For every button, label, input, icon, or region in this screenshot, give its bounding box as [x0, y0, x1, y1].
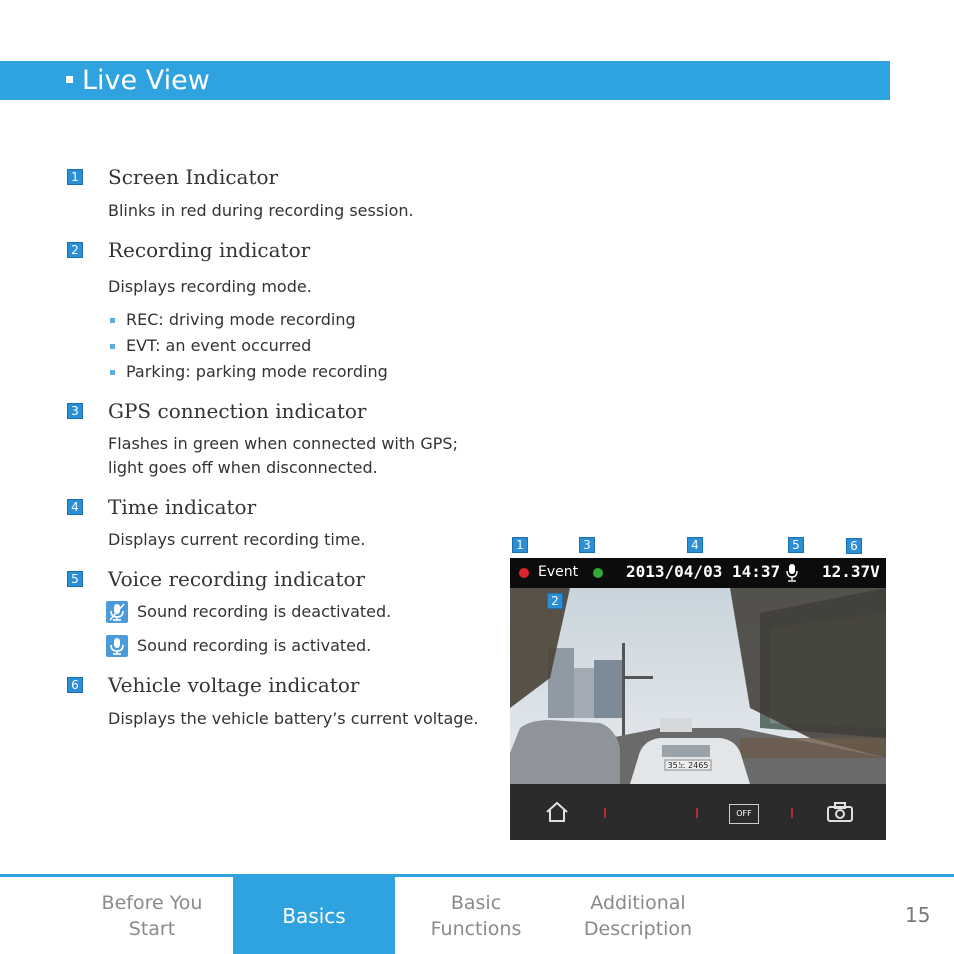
item-5-title: Voice recording indicator — [108, 567, 366, 591]
tab-label-line2: Description — [583, 917, 693, 940]
voice-on-text: Sound recording is activated. — [137, 636, 372, 655]
item-2-bullet-rec: REC: driving mode recording — [126, 310, 356, 329]
mic-off-icon — [106, 601, 128, 623]
bullet-icon — [110, 344, 115, 349]
item-3-badge: 3 — [67, 403, 83, 419]
recording-dot-icon — [519, 568, 529, 578]
callout-3-badge: 3 — [579, 537, 595, 553]
item-3-desc-line1: Flashes in green when connected with GPS; — [108, 434, 458, 453]
off-button[interactable]: OFF — [729, 804, 759, 824]
callout-2-badge: 2 — [547, 593, 563, 609]
bullet-icon — [110, 370, 115, 375]
camera-icon[interactable] — [826, 801, 854, 827]
tab-additional-description[interactable] — [558, 877, 718, 954]
item-6-title: Vehicle voltage indicator — [108, 673, 360, 697]
tab-label-line1: Basic — [450, 891, 502, 914]
recording-mode-text: Event — [538, 564, 579, 580]
divider — [696, 808, 698, 818]
tab-before-you-start[interactable] — [72, 877, 232, 954]
voltage-indicator: 12.37V — [822, 562, 880, 581]
item-2-bullet-evt: EVT: an event occurred — [126, 336, 312, 355]
callout-4-badge: 4 — [687, 537, 703, 553]
callout-1-badge: 1 — [512, 537, 528, 553]
item-6-badge: 6 — [67, 677, 83, 693]
bullet-icon — [110, 318, 115, 323]
mic-icon — [785, 563, 799, 587]
tab-basics[interactable] — [233, 877, 395, 954]
tab-label: Basics — [282, 903, 346, 928]
item-2-badge: 2 — [67, 242, 83, 258]
item-2-bullet-parking: Parking: parking mode recording — [126, 362, 388, 381]
mic-on-icon — [106, 635, 128, 657]
callout-6-badge: 6 — [846, 538, 862, 554]
tab-label-line2: Functions — [430, 917, 522, 940]
item-5-badge: 5 — [67, 571, 83, 587]
camera-feed — [510, 588, 886, 784]
page-title: Live View — [82, 65, 210, 96]
live-view-screen — [510, 558, 886, 840]
item-3-desc-line2: light goes off when disconnected. — [108, 458, 378, 477]
item-4-badge: 4 — [67, 499, 83, 515]
item-1-desc: Blinks in red during recording session. — [108, 201, 414, 220]
time-indicator: 2013/04/03 14:37 — [626, 562, 781, 581]
divider — [604, 808, 606, 818]
license-plate-text: 35노 2465 — [667, 761, 709, 770]
item-2-title: Recording indicator — [108, 238, 311, 262]
divider — [791, 808, 793, 818]
tab-label-line1: Before You — [101, 891, 203, 914]
gps-dot-icon — [593, 568, 603, 578]
item-4-title: Time indicator — [108, 495, 257, 519]
voice-off-text: Sound recording is deactivated. — [137, 602, 392, 621]
item-6-desc: Displays the vehicle battery’s current voltage. — [108, 709, 479, 728]
page-number: 15 — [905, 903, 931, 927]
tab-label-line1: Additional — [590, 891, 686, 914]
item-3-title: GPS connection indicator — [108, 399, 367, 423]
item-2-desc: Displays recording mode. — [108, 277, 312, 296]
header-bullet-icon — [66, 76, 73, 83]
callout-5-badge: 5 — [788, 537, 804, 553]
item-1-title: Screen Indicator — [108, 165, 279, 189]
item-4-desc: Displays current recording time. — [108, 530, 366, 549]
tab-basic-functions[interactable] — [396, 877, 556, 954]
home-icon[interactable] — [544, 801, 570, 827]
tab-label-line2: Start — [128, 917, 176, 940]
item-1-badge: 1 — [67, 169, 83, 185]
